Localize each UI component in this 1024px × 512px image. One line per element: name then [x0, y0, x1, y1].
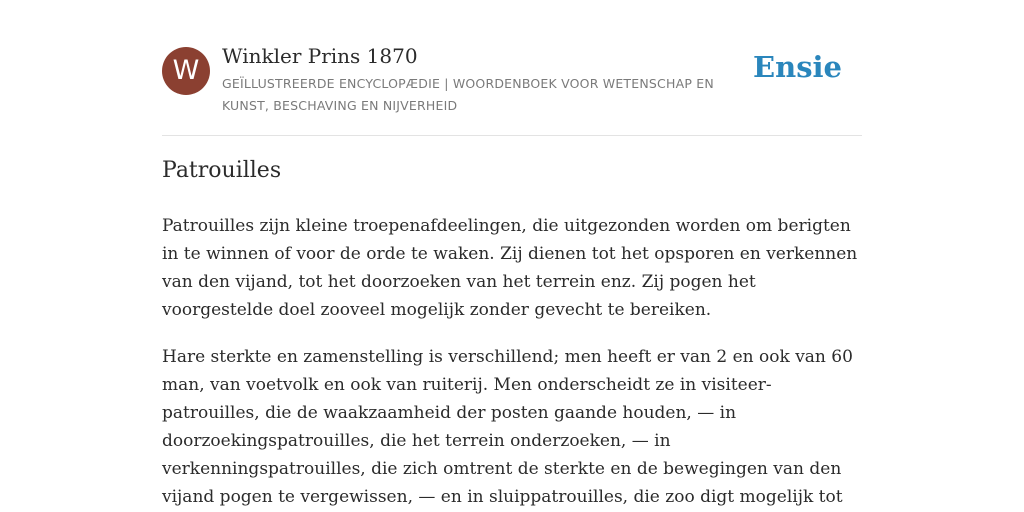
- source-subtitle: GEÏLLUSTREERDE ENCYCLOPÆDIE | WOORDENBOEK VOOR WETENSCHAP EN KUNST, BESCHAVING EN NIJVERHEID: [222, 76, 714, 113]
- source-avatar[interactable]: W: [162, 47, 210, 95]
- header-divider: [162, 135, 862, 136]
- article-body: [162, 212, 862, 512]
- ensie-logo-link[interactable]: Ensie: [753, 50, 842, 84]
- article-paragraph-1: Patrouilles zijn kleine troepenafdeelingen, die uitgezonden worden om berigten in te winnen of voor de orde te waken. Zij dienen tot het opsporen en verkennen van den vijand, tot het doorzoeken van het terrein enz. Zij pogen het voorgestelde doel zooveel mogelijk zonder gevecht te bereiken.: [162, 216, 858, 320]
- source-header: [162, 44, 862, 136]
- article-paragraph-2: Hare sterkte en zamenstelling is verschillend; men heeft er van 2 en ook van 60 man, van voetvolk en ook van ruiterij. Men onderscheidt ze in visiteer-patrouilles, die de waakzaamheid der posten gaande houden, — in doorzoekingspatrouilles, die het terrein onderzoeken, — in verkenningspatrouilles, die zich omtrent de sterkte en de bewegingen van den vijand pogen te vergewissen, — en in sluippatrouilles, die zoo digt mogelijk tot: [162, 347, 853, 507]
- source-title[interactable]: Winkler Prins 1870: [222, 44, 418, 68]
- article-title: Patrouilles: [162, 158, 282, 183]
